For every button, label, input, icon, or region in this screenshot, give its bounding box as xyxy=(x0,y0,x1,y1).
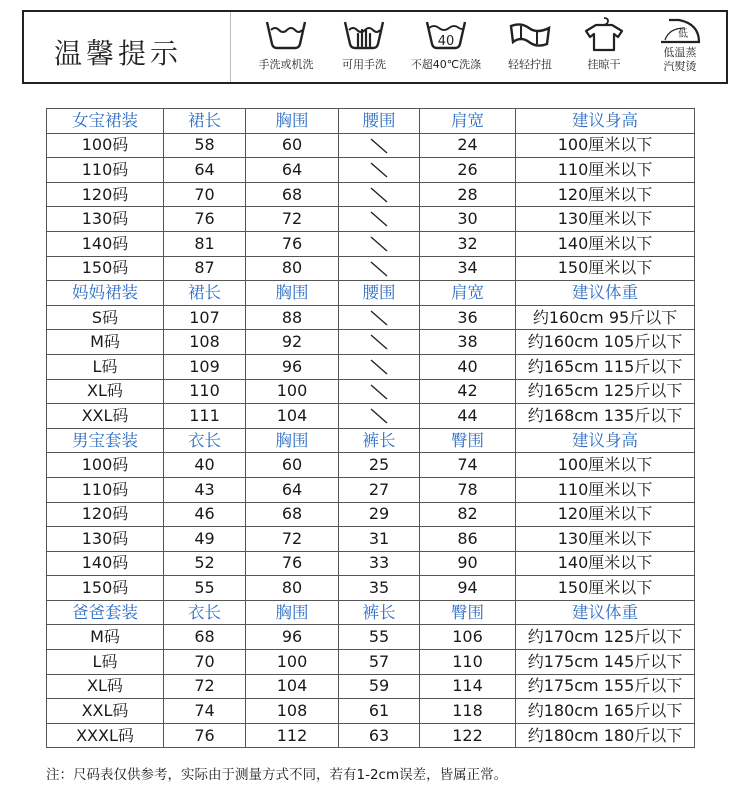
table-cell: 约160cm 105斤以下 xyxy=(516,330,695,355)
not-applicable-cell xyxy=(339,305,420,330)
not-applicable-cell xyxy=(339,379,420,404)
wash-40-icon xyxy=(423,16,469,52)
table-cell: 55 xyxy=(164,576,246,601)
not-applicable-cell xyxy=(339,158,420,183)
column-header: 胸围 xyxy=(246,600,339,625)
column-header: 腰围 xyxy=(339,281,420,306)
table-cell: 108 xyxy=(164,330,246,355)
not-applicable-slash-icon xyxy=(368,408,390,424)
section-title: 男宝套装 xyxy=(47,428,164,453)
column-header: 裙长 xyxy=(164,109,246,134)
size-label-cell: S码 xyxy=(47,305,164,330)
size-label-cell: 150码 xyxy=(47,576,164,601)
column-header: 建议身高 xyxy=(516,428,695,453)
table-cell: 76 xyxy=(246,231,339,256)
table-cell: 60 xyxy=(246,453,339,478)
table-cell: 40 xyxy=(164,453,246,478)
table-cell: 57 xyxy=(339,650,420,675)
not-applicable-slash-icon xyxy=(368,334,390,350)
care-title: 温馨提示 xyxy=(54,37,183,70)
table-cell: 109 xyxy=(164,354,246,379)
table-cell: 81 xyxy=(164,231,246,256)
table-cell: 92 xyxy=(246,330,339,355)
table-cell: 44 xyxy=(420,404,516,429)
not-applicable-slash-icon xyxy=(368,236,390,252)
column-header: 肩宽 xyxy=(420,281,516,306)
column-header: 建议体重 xyxy=(516,600,695,625)
hang-dry-item xyxy=(564,16,644,72)
size-label-cell: XXL码 xyxy=(47,699,164,724)
table-cell: 110厘米以下 xyxy=(516,477,695,502)
table-cell: 82 xyxy=(420,502,516,527)
not-applicable-cell xyxy=(339,133,420,158)
hand-wash-icon xyxy=(341,16,387,52)
size-chart-table xyxy=(46,108,695,748)
not-applicable-slash-icon xyxy=(368,187,390,203)
table-cell: 74 xyxy=(164,699,246,724)
not-applicable-slash-icon xyxy=(368,359,390,375)
gentle-wring-item xyxy=(490,16,570,72)
size-label-cell: L码 xyxy=(47,650,164,675)
column-header: 建议身高 xyxy=(516,109,695,134)
hang-dry-icon xyxy=(581,16,627,52)
table-cell: 88 xyxy=(246,305,339,330)
table-cell: 100厘米以下 xyxy=(516,453,695,478)
table-cell: 76 xyxy=(246,551,339,576)
size-label-cell: M码 xyxy=(47,330,164,355)
size-label-cell: 140码 xyxy=(47,551,164,576)
hand-wash-or-machine-icon xyxy=(263,16,309,52)
table-cell: 64 xyxy=(164,158,246,183)
table-cell: 约168cm 135斤以下 xyxy=(516,404,695,429)
size-label-cell: 120码 xyxy=(47,182,164,207)
table-cell: 68 xyxy=(164,625,246,650)
table-cell: 68 xyxy=(246,502,339,527)
table-cell: 64 xyxy=(246,477,339,502)
table-row xyxy=(47,354,695,379)
column-header: 衣长 xyxy=(164,428,246,453)
table-cell: 38 xyxy=(420,330,516,355)
table-row xyxy=(47,305,695,330)
table-cell: 78 xyxy=(420,477,516,502)
table-cell: 80 xyxy=(246,256,339,281)
table-cell: 49 xyxy=(164,527,246,552)
table-cell: 104 xyxy=(246,404,339,429)
table-row xyxy=(47,551,695,576)
table-cell: 150厘米以下 xyxy=(516,256,695,281)
table-row xyxy=(47,527,695,552)
table-cell: 96 xyxy=(246,625,339,650)
table-cell: 130厘米以下 xyxy=(516,207,695,232)
column-header: 臀围 xyxy=(420,428,516,453)
table-cell: 110 xyxy=(164,379,246,404)
table-cell: 55 xyxy=(339,625,420,650)
size-label-cell: M码 xyxy=(47,625,164,650)
column-header: 肩宽 xyxy=(420,109,516,134)
size-label-cell: 130码 xyxy=(47,527,164,552)
table-cell: 33 xyxy=(339,551,420,576)
care-label: 可用手洗 xyxy=(342,58,386,71)
table-cell: 约170cm 125斤以下 xyxy=(516,625,695,650)
table-row xyxy=(47,453,695,478)
table-cell: 72 xyxy=(164,674,246,699)
column-header: 裙长 xyxy=(164,281,246,306)
not-applicable-slash-icon xyxy=(368,162,390,178)
table-cell: 30 xyxy=(420,207,516,232)
table-cell: 约175cm 145斤以下 xyxy=(516,650,695,675)
size-label-cell: XL码 xyxy=(47,379,164,404)
table-cell: 43 xyxy=(164,477,246,502)
table-cell: 76 xyxy=(164,723,246,748)
table-cell: 68 xyxy=(246,182,339,207)
table-row xyxy=(47,158,695,183)
section-title: 爸爸套装 xyxy=(47,600,164,625)
wash-40-item xyxy=(406,16,486,72)
size-label-cell: 130码 xyxy=(47,207,164,232)
size-label-cell: 110码 xyxy=(47,158,164,183)
size-label-cell: 100码 xyxy=(47,133,164,158)
not-applicable-slash-icon xyxy=(368,310,390,326)
size-label-cell: 100码 xyxy=(47,453,164,478)
table-row xyxy=(47,576,695,601)
table-row xyxy=(47,231,695,256)
table-cell: 约175cm 155斤以下 xyxy=(516,674,695,699)
table-cell: 31 xyxy=(339,527,420,552)
table-cell: 140厘米以下 xyxy=(516,231,695,256)
table-cell: 约165cm 125斤以下 xyxy=(516,379,695,404)
column-header: 衣长 xyxy=(164,600,246,625)
table-cell: 26 xyxy=(420,158,516,183)
table-row xyxy=(47,723,695,748)
not-applicable-cell xyxy=(339,207,420,232)
size-label-cell: XL码 xyxy=(47,674,164,699)
table-cell: 约180cm 165斤以下 xyxy=(516,699,695,724)
table-cell: 87 xyxy=(164,256,246,281)
table-cell: 100 xyxy=(246,379,339,404)
table-cell: 32 xyxy=(420,231,516,256)
table-cell: 61 xyxy=(339,699,420,724)
not-applicable-cell xyxy=(339,354,420,379)
size-label-cell: L码 xyxy=(47,354,164,379)
care-label-line1: 低温蒸 xyxy=(663,46,697,59)
column-header: 裤长 xyxy=(339,600,420,625)
iron-temp-badge: 低 xyxy=(678,29,688,40)
table-cell: 60 xyxy=(246,133,339,158)
table-cell: 122 xyxy=(420,723,516,748)
table-row xyxy=(47,133,695,158)
column-header: 胸围 xyxy=(246,428,339,453)
care-label: 手洗或机洗 xyxy=(258,58,314,71)
table-cell: 118 xyxy=(420,699,516,724)
size-label-cell: 140码 xyxy=(47,231,164,256)
table-cell: 28 xyxy=(420,182,516,207)
table-cell: 111 xyxy=(164,404,246,429)
table-cell: 27 xyxy=(339,477,420,502)
care-label: 不超40℃洗涤 xyxy=(410,58,482,71)
table-row xyxy=(47,699,695,724)
table-cell: 108 xyxy=(246,699,339,724)
column-header: 建议体重 xyxy=(516,281,695,306)
wash-temp-text: 40 xyxy=(437,34,455,49)
table-cell: 72 xyxy=(246,527,339,552)
hand-wash-item xyxy=(324,16,404,72)
table-cell: 40 xyxy=(420,354,516,379)
gentle-wring-icon xyxy=(507,16,553,52)
not-applicable-slash-icon xyxy=(368,138,390,154)
table-cell: 52 xyxy=(164,551,246,576)
table-cell: 42 xyxy=(420,379,516,404)
table-cell: 34 xyxy=(420,256,516,281)
table-cell: 约160cm 95斤以下 xyxy=(516,305,695,330)
table-row xyxy=(47,502,695,527)
table-cell: 24 xyxy=(420,133,516,158)
table-row xyxy=(47,477,695,502)
care-divider xyxy=(230,12,231,82)
not-applicable-cell xyxy=(339,256,420,281)
table-cell: 130厘米以下 xyxy=(516,527,695,552)
table-row xyxy=(47,207,695,232)
table-cell: 72 xyxy=(246,207,339,232)
section-header-row xyxy=(47,109,695,134)
section-title: 女宝裙装 xyxy=(47,109,164,134)
table-cell: 35 xyxy=(339,576,420,601)
table-row xyxy=(47,625,695,650)
not-applicable-cell xyxy=(339,231,420,256)
size-label-cell: 120码 xyxy=(47,502,164,527)
column-header: 腰围 xyxy=(339,109,420,134)
not-applicable-slash-icon xyxy=(368,384,390,400)
table-cell: 94 xyxy=(420,576,516,601)
table-cell: 76 xyxy=(164,207,246,232)
table-cell: 100厘米以下 xyxy=(516,133,695,158)
section-header-row xyxy=(47,428,695,453)
table-cell: 63 xyxy=(339,723,420,748)
table-cell: 150厘米以下 xyxy=(516,576,695,601)
care-label xyxy=(640,46,720,74)
not-applicable-cell xyxy=(339,330,420,355)
table-cell: 90 xyxy=(420,551,516,576)
table-cell: 107 xyxy=(164,305,246,330)
table-cell: 64 xyxy=(246,158,339,183)
care-label: 挂晾干 xyxy=(587,58,621,71)
table-cell: 29 xyxy=(339,502,420,527)
care-label: 轻轻拧扭 xyxy=(508,58,552,71)
not-applicable-slash-icon xyxy=(368,261,390,277)
table-cell: 86 xyxy=(420,527,516,552)
size-label-cell: XXXL码 xyxy=(47,723,164,748)
table-cell: 100 xyxy=(246,650,339,675)
section-header-row xyxy=(47,281,695,306)
table-cell: 74 xyxy=(420,453,516,478)
low-temp-steam-iron-icon xyxy=(655,16,705,46)
size-note: 注：尺码表仅供参考，实际由于测量方式不同，若有1-2cm误差，皆属正常。 xyxy=(46,767,508,783)
size-label-cell: 110码 xyxy=(47,477,164,502)
table-cell: 110 xyxy=(420,650,516,675)
table-row xyxy=(47,674,695,699)
hand-wash-or-machine-item xyxy=(246,16,326,72)
table-row xyxy=(47,256,695,281)
section-title: 妈妈裙装 xyxy=(47,281,164,306)
table-row xyxy=(47,182,695,207)
care-label-line2: 汽熨烫 xyxy=(663,60,697,73)
table-cell: 140厘米以下 xyxy=(516,551,695,576)
table-cell: 120厘米以下 xyxy=(516,502,695,527)
table-cell: 59 xyxy=(339,674,420,699)
table-cell: 58 xyxy=(164,133,246,158)
table-cell: 104 xyxy=(246,674,339,699)
table-cell: 36 xyxy=(420,305,516,330)
table-row xyxy=(47,650,695,675)
column-header: 臀围 xyxy=(420,600,516,625)
size-label-cell: 150码 xyxy=(47,256,164,281)
table-row xyxy=(47,404,695,429)
table-cell: 约180cm 180斤以下 xyxy=(516,723,695,748)
table-cell: 96 xyxy=(246,354,339,379)
section-header-row xyxy=(47,600,695,625)
column-header: 胸围 xyxy=(246,281,339,306)
column-header: 胸围 xyxy=(246,109,339,134)
table-cell: 46 xyxy=(164,502,246,527)
column-header: 裤长 xyxy=(339,428,420,453)
low-temp-steam-iron-item xyxy=(640,16,720,74)
size-label-cell: XXL码 xyxy=(47,404,164,429)
table-cell: 80 xyxy=(246,576,339,601)
table-cell: 120厘米以下 xyxy=(516,182,695,207)
table-row xyxy=(47,379,695,404)
table-row xyxy=(47,330,695,355)
table-cell: 114 xyxy=(420,674,516,699)
table-cell: 70 xyxy=(164,650,246,675)
table-cell: 70 xyxy=(164,182,246,207)
table-cell: 110厘米以下 xyxy=(516,158,695,183)
table-cell: 25 xyxy=(339,453,420,478)
table-cell: 约165cm 115斤以下 xyxy=(516,354,695,379)
not-applicable-cell xyxy=(339,404,420,429)
not-applicable-cell xyxy=(339,182,420,207)
not-applicable-slash-icon xyxy=(368,211,390,227)
table-cell: 112 xyxy=(246,723,339,748)
care-instructions-panel xyxy=(22,10,728,84)
table-cell: 106 xyxy=(420,625,516,650)
